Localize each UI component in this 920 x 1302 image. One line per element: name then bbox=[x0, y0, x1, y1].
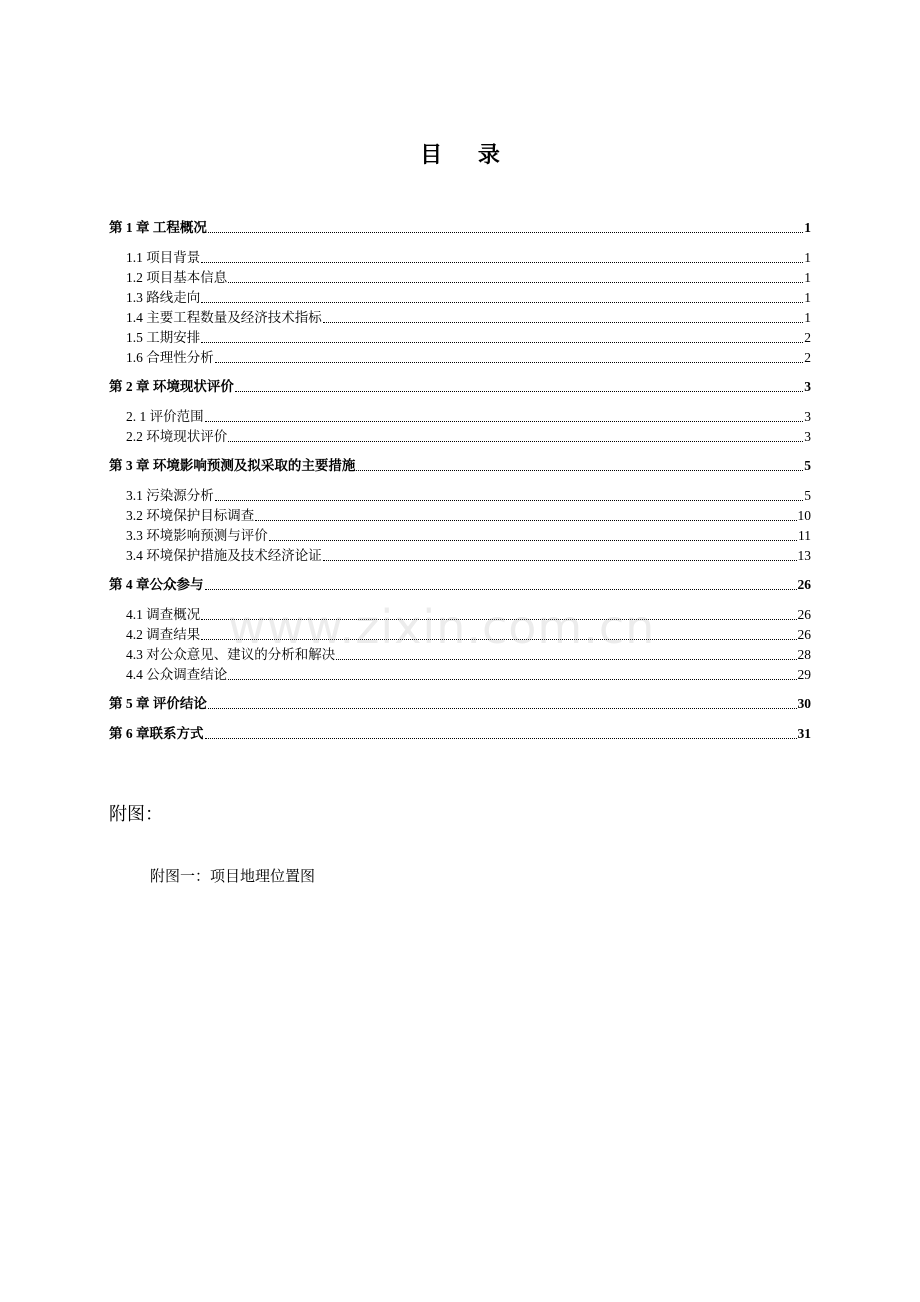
toc-leader-dots bbox=[201, 638, 796, 640]
toc-section-entry[interactable] bbox=[109, 546, 811, 566]
table-of-contents bbox=[109, 218, 811, 754]
toc-entry-text: 4.4 公众调查结论 bbox=[126, 667, 228, 682]
toc-leader-dots bbox=[208, 707, 797, 709]
toc-leader-dots bbox=[228, 678, 796, 680]
toc-page-number: 3 bbox=[804, 379, 811, 394]
toc-section-entry[interactable] bbox=[109, 506, 811, 526]
toc-leader-dots bbox=[201, 301, 803, 303]
toc-page-number: 10 bbox=[797, 508, 811, 523]
appendix-heading: 附图： bbox=[109, 804, 163, 825]
toc-section-entry[interactable] bbox=[109, 665, 811, 685]
toc-section-entry[interactable] bbox=[109, 328, 811, 348]
toc-leader-dots bbox=[201, 618, 796, 620]
toc-leader-dots bbox=[215, 361, 804, 363]
toc-leader-dots bbox=[323, 321, 804, 323]
toc-entry-text: 3.2 环境保护目标调查 bbox=[126, 508, 255, 523]
toc-leader-dots bbox=[215, 499, 804, 501]
toc-chapter-entry[interactable] bbox=[109, 456, 811, 476]
toc-page-number: 11 bbox=[798, 528, 811, 543]
toc-leader-dots bbox=[255, 519, 796, 521]
toc-chapter-entry[interactable] bbox=[109, 724, 811, 744]
toc-leader-dots bbox=[205, 588, 797, 590]
toc-entry-text: 第 5 章 评价结论 bbox=[109, 696, 207, 711]
toc-entry-text: 1.2 项目基本信息 bbox=[126, 270, 228, 285]
toc-entry-text: 第 3 章 环境影响预测及拟采取的主要措施 bbox=[109, 458, 356, 473]
toc-page-number: 26 bbox=[797, 577, 811, 592]
toc-leader-dots bbox=[235, 390, 803, 392]
toc-leader-dots bbox=[201, 261, 803, 263]
toc-section-entry[interactable] bbox=[109, 288, 811, 308]
toc-entry-text: 1.3 路线走向 bbox=[126, 290, 201, 305]
toc-leader-dots bbox=[228, 440, 803, 442]
toc-leader-dots bbox=[208, 231, 803, 233]
toc-leader-dots bbox=[205, 737, 797, 739]
toc-section-entry[interactable] bbox=[109, 268, 811, 288]
toc-entry-text: 4.2 调查结果 bbox=[126, 627, 201, 642]
toc-page-number: 30 bbox=[797, 696, 811, 711]
toc-page-number: 2 bbox=[804, 330, 811, 345]
toc-entry-text: 3.4 环境保护措施及技术经济论证 bbox=[126, 548, 322, 563]
toc-leader-dots bbox=[228, 281, 803, 283]
toc-chapter-entry[interactable] bbox=[109, 377, 811, 397]
toc-section-entry[interactable] bbox=[109, 248, 811, 268]
toc-page-number: 1 bbox=[804, 310, 811, 325]
toc-page-number: 5 bbox=[804, 458, 811, 473]
toc-section-entry[interactable] bbox=[109, 308, 811, 328]
toc-leader-dots bbox=[356, 469, 803, 471]
toc-entry-text: 2.2 环境现状评价 bbox=[126, 429, 228, 444]
toc-entry-text: 2. 1 评价范围 bbox=[126, 409, 204, 424]
toc-section-entry[interactable] bbox=[109, 348, 811, 368]
toc-section-entry[interactable] bbox=[109, 427, 811, 447]
toc-section-entry[interactable] bbox=[109, 526, 811, 546]
toc-page-number: 1 bbox=[804, 220, 811, 235]
toc-entry-text: 第 4 章公众参与 bbox=[109, 577, 204, 592]
toc-page-number: 28 bbox=[797, 647, 811, 662]
page-title: 目 录 bbox=[420, 143, 514, 168]
toc-page-number: 26 bbox=[797, 627, 811, 642]
toc-leader-dots bbox=[323, 559, 797, 561]
watermark: www.zixin.com.cn bbox=[228, 600, 656, 654]
toc-entry-text: 1.4 主要工程数量及经济技术指标 bbox=[126, 310, 322, 325]
toc-section-entry[interactable] bbox=[109, 645, 811, 665]
toc-chapter-entry[interactable] bbox=[109, 575, 811, 595]
toc-page-number: 26 bbox=[797, 607, 811, 622]
toc-page-number: 29 bbox=[797, 667, 811, 682]
toc-page-number: 1 bbox=[804, 270, 811, 285]
toc-leader-dots bbox=[269, 539, 797, 541]
toc-entry-text: 4.3 对公众意见、建议的分析和解决 bbox=[126, 647, 336, 662]
toc-entry-text: 第 2 章 环境现状评价 bbox=[109, 379, 234, 394]
toc-entry-text: 第 6 章联系方式 bbox=[109, 726, 204, 741]
toc-section-entry[interactable] bbox=[109, 407, 811, 427]
toc-leader-dots bbox=[336, 658, 796, 660]
toc-entry-text: 1.1 项目背景 bbox=[126, 250, 201, 265]
toc-entry-text: 第 1 章 工程概况 bbox=[109, 220, 207, 235]
toc-section-entry[interactable] bbox=[109, 486, 811, 506]
toc-page-number: 3 bbox=[804, 409, 811, 424]
toc-page-number: 31 bbox=[797, 726, 811, 741]
toc-page-number: 1 bbox=[804, 290, 811, 305]
toc-leader-dots bbox=[205, 420, 804, 422]
toc-section-entry[interactable] bbox=[109, 625, 811, 645]
toc-page-number: 2 bbox=[804, 350, 811, 365]
toc-page-number: 5 bbox=[804, 488, 811, 503]
toc-entry-text: 1.6 合理性分析 bbox=[126, 350, 214, 365]
toc-section-entry[interactable] bbox=[109, 605, 811, 625]
toc-entry-text: 1.5 工期安排 bbox=[126, 330, 201, 345]
toc-page-number: 3 bbox=[804, 429, 811, 444]
toc-entry-text: 3.3 环境影响预测与评价 bbox=[126, 528, 268, 543]
toc-page-number: 1 bbox=[804, 250, 811, 265]
toc-page-number: 13 bbox=[797, 548, 811, 563]
toc-entry-text: 4.1 调查概况 bbox=[126, 607, 201, 622]
toc-chapter-entry[interactable] bbox=[109, 218, 811, 238]
toc-chapter-entry[interactable] bbox=[109, 694, 811, 714]
toc-leader-dots bbox=[201, 341, 803, 343]
appendix-item: 附图一：项目地理位置图 bbox=[150, 869, 316, 885]
toc-entry-text: 3.1 污染源分析 bbox=[126, 488, 214, 503]
